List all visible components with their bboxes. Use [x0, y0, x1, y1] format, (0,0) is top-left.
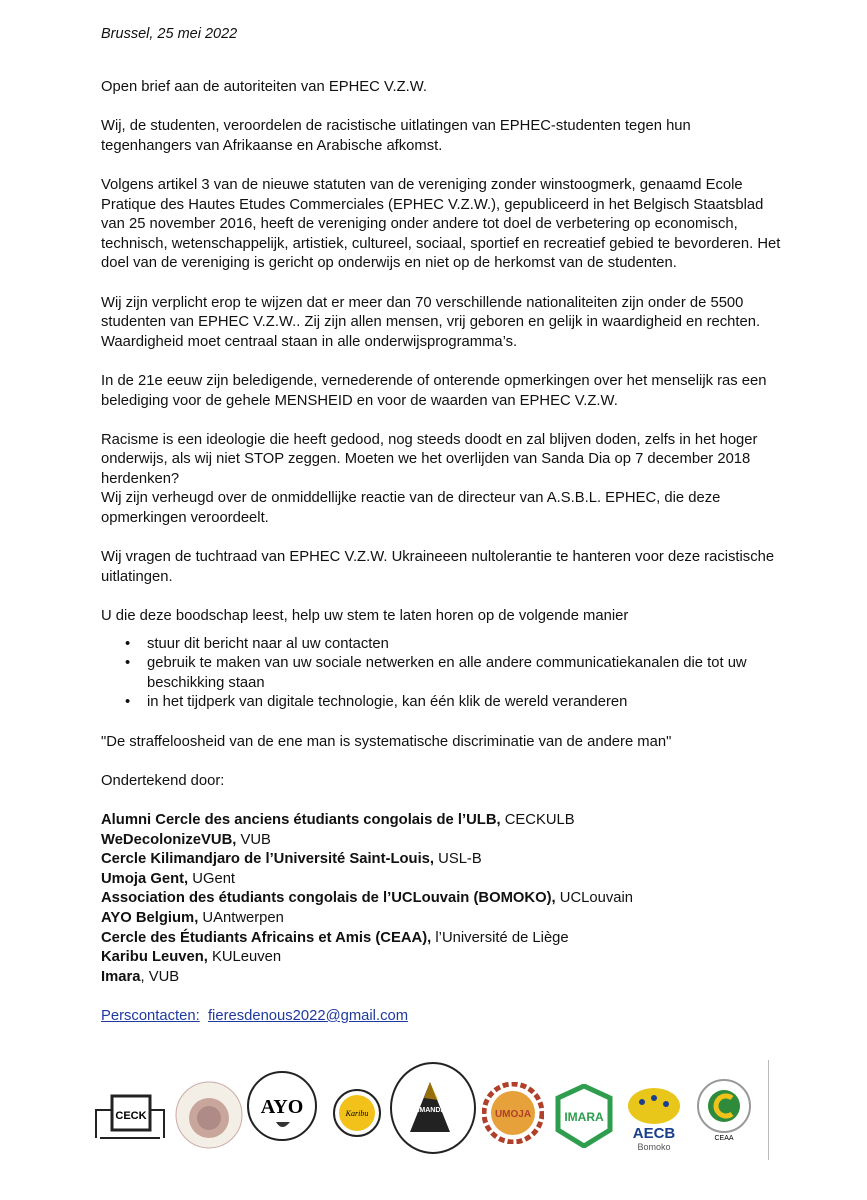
paragraph-racism: Racisme is een ideologie die heeft gedood, nog steeds doodt en zal blijven doden, zelfs in het hoger onderwijs, als wij niet STOP zeggen. Moeten we het overlijden van Sanda Dia op 7 december 2018 herdenken?: [101, 431, 758, 487]
list-item: • stuur dit bericht naar al uw contacten: [101, 635, 781, 655]
paragraph-condemnation: Wij, de studenten, veroordelen de racistische uitlatingen van EPHEC-studenten tegen hun tegenhangers van Afrikaanse en Arabische afkomst.: [101, 118, 691, 154]
svg-text:Bomoko: Bomoko: [637, 1142, 671, 1152]
aecb-bomoko-logo: [622, 1086, 686, 1156]
svg-text:CECK: CECK: [115, 1110, 147, 1122]
signatory: Association des étudiants congolais de l’UCLouvain (BOMOKO), UCLouvain: [101, 890, 633, 907]
kilimandjaro-logo: [390, 1062, 476, 1154]
action-list: [101, 635, 781, 713]
svg-text:UMOJA: UMOJA: [494, 1109, 532, 1120]
svg-text:IMARA: IMARA: [564, 1110, 604, 1124]
svg-text:CEAA: CEAA: [714, 1135, 734, 1142]
svg-text:AYO: AYO: [260, 1096, 304, 1118]
umoja-logo: [482, 1082, 544, 1144]
signatory: AYO Belgium, UAntwerpen: [101, 909, 284, 926]
paragraph-call-to-action: U die deze boodschap leest, help uw stem te laten horen op de volgende manier: [101, 608, 629, 625]
signatory: Imara, VUB: [101, 968, 180, 985]
paragraph-director: Wij zijn verheugd over de onmiddellijke reactie van de directeur van A.S.B.L. EPHEC, die deze opmerkingen veroordeelt.: [101, 490, 721, 527]
paragraph-title: Open brief aan de autoriteiten van EPHEC V.Z.W.: [101, 79, 427, 95]
paragraph-request: Wij vragen de tuchtraad van EPHEC V.Z.W. Ukraineeen nultolerantie te hanteren voor deze racistische uitlatingen.: [101, 549, 775, 585]
letter-date: Brussel, 25 mei 2022: [101, 26, 238, 42]
contact-email-link[interactable]: fieresdenous2022@gmail.com: [207, 1007, 409, 1024]
signatory: Karibu Leuven, KULeuven: [101, 949, 282, 966]
paragraph-nationalities: Wij zijn verplicht erop te wijzen dat er meer dan 70 verschillende nationaliteiten zijn onder de 5500 studenten van EPHEC V.Z.W.. Zij zijn allen mensen, vrij geboren en gelijk in waardigheid en rechten. Waardigheid moet centraal staan in alle onderwijsprogramma’s.: [101, 294, 761, 350]
quote: "De straffeloosheid van de ene man is systematische discriminatie van de andere man": [101, 733, 672, 750]
contact-label: Perscontacten:: [101, 1007, 200, 1024]
signatory: Umoja Gent, UGent: [101, 870, 236, 887]
svg-text:AECB: AECB: [632, 1125, 676, 1142]
signatory: Cercle Kilimandjaro de l’Université Saint-Louis, USL-B: [101, 851, 482, 868]
svg-text:KILIMANDJARO: KILIMANDJARO: [406, 1107, 460, 1114]
letter-body: [101, 78, 781, 1027]
ceaa-logo: [694, 1078, 754, 1144]
logo-strip: [90, 1058, 770, 1158]
signatory: Cercle des Étudiants Africains et Amis (CEAA), l’Université de Liège: [101, 929, 569, 946]
karibu-logo: [332, 1088, 382, 1138]
ceck-logo: [94, 1090, 166, 1140]
imara-logo: [552, 1084, 616, 1148]
ayo-logo: [246, 1070, 318, 1142]
signatory: Alumni Cercle des anciens étudiants congolais de l’ULB, CECKULB: [101, 811, 575, 828]
signatory-list: [101, 811, 781, 987]
paragraph-insults: In de 21e eeuw zijn beledigende, vernederende of onterende opmerkingen over het menselijk ras een belediging voor de gehele MENSHEID en voor de waarden van EPHEC V.Z.W.: [101, 372, 767, 409]
list-item: • gebruik te maken van uw sociale netwerken en alle andere communicatiekanalen die tot uw beschikking staan: [101, 654, 781, 693]
list-item: • in het tijdperk van digitale technologie, kan één klik de wereld veranderen: [101, 693, 781, 713]
wedecolonize-logo: [174, 1080, 244, 1150]
svg-text:Karibu: Karibu: [345, 1109, 369, 1118]
press-contact: [101, 1007, 781, 1027]
signed-by-label: Ondertekend door:: [101, 772, 225, 789]
paragraph-statutes: Volgens artikel 3 van de nieuwe statuten van de vereniging zonder winstoogmerk, genaamd Ecole Pratique des Hautes Etudes Commerciales (EPHEC V.Z.W.), gepubliceerd in het Belgisch Staatsblad van 25 november 2016, heeft de vereniging onder andere tot doel de verbetering op economisch, technisch, wetenschappelijk, artistiek, cultureel, sociaal, sportief en recreatief gebied te bevorderen. Het doel van de vereniging is gericht op onderwijs en niet op de herkomst van de studenten.: [101, 176, 781, 272]
signatory: WeDecolonizeVUB, VUB: [101, 831, 271, 848]
